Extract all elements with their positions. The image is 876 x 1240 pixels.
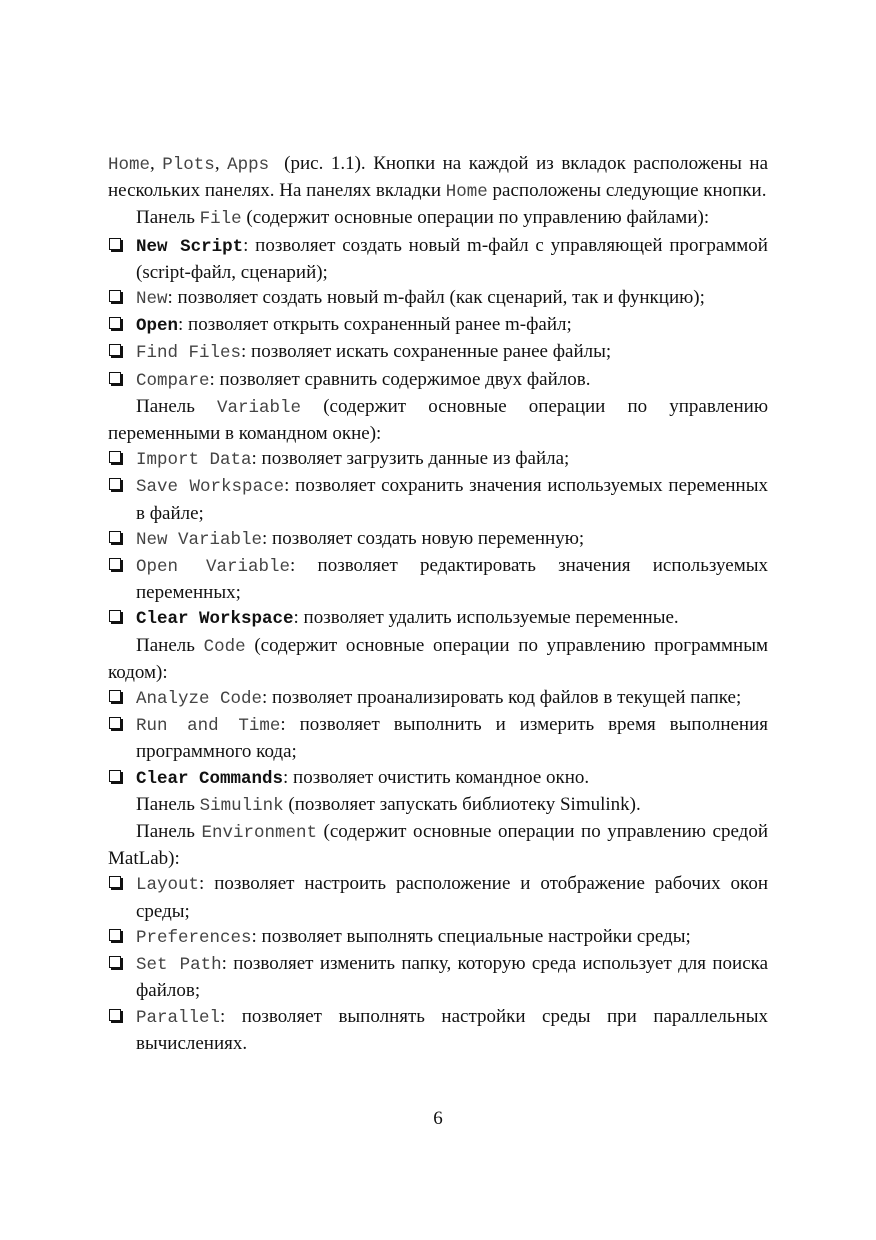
button-name: Open Variable [136,557,291,578]
checkbox-bullet-icon [109,1009,121,1021]
panel-name: File [199,209,242,230]
tab-name: Apps [227,155,270,175]
button-name: Parallel [136,1007,221,1028]
button-name: New Variable [136,529,263,550]
list-item: Preferences: позволяет выполнять специальные настройки среды; [108,924,768,951]
button-name: Clear Commands [136,768,284,789]
checkbox-bullet-icon [109,770,121,782]
button-name: Layout [136,875,200,896]
list-item: Layout: позволяет настроить расположение и отображение рабочих окон среды; [108,871,768,923]
checkbox-bullet-icon [109,290,121,302]
button-name: Run and Time [136,716,281,737]
panel-heading: Панель Code (содержит основные операции по управлению программным кодом): [108,634,769,683]
button-name: Preferences [136,927,252,948]
list-item: New: позволяет создать новый m-файл (как сценарий, так и функцию); [108,285,768,312]
list-item: Open Variable: позволяет редактировать значения используемых переменных; [108,553,768,605]
checkbox-bullet-icon [109,558,121,570]
checkbox-bullet-icon [109,478,121,490]
list-item: Set Path: позволяет изменить папку, которую среда использует для поиска файлов; [108,951,768,1003]
button-name: Set Path [136,955,222,976]
tab-name: Home [108,155,151,175]
tab-name: Home [445,182,488,203]
list-item: Save Workspace: позволяет сохранить значения используемых переменных в файле; [108,473,768,525]
checkbox-bullet-icon [109,610,121,622]
panel-name: Environment [201,823,317,844]
tab-name: Plots [162,155,215,175]
list-item: Clear Workspace: позволяет удалить используемые переменные. [108,605,768,632]
list-item: Compare: позволяет сравнить содержимое двух файлов. [108,367,768,394]
checkbox-bullet-icon [109,344,121,356]
list-item: New Script: позволяет создать новый m-файл с управляющей программой (script-файл, сценарий); [108,233,768,285]
page-number: 6 [433,1108,443,1129]
intro-text: (рис. 1.1). Кнопки на каждой из вкладок расположены на нескольких панелях. На панелях вкладки [108,153,769,202]
checkbox-bullet-icon [109,451,121,463]
checkbox-bullet-icon [109,372,121,384]
list-item: Analyze Code: позволяет проанализировать код файлов в текущей папке; [108,685,768,712]
list-item: Parallel: позволяет выполнять настройки среды при параллельных вычислениях. [108,1004,768,1056]
intro-paragraph: Home, Plots, Apps (рис. 1.1). Кнопки на каждой из вкладок расположены на нескольких панелях. На панелях вкладки Home расположены следующие кнопки. [108,153,769,203]
checkbox-bullet-icon [109,238,121,250]
checkbox-bullet-icon [109,956,121,968]
checkbox-bullet-icon [109,531,121,543]
page-body [108,151,768,1056]
button-name: Analyze Code [136,689,263,710]
list-item: Run and Time: позволяет выполнить и измерить время выполнения программного кода; [108,712,768,764]
panel-name: Code [203,636,246,657]
button-name: New Script [136,236,244,257]
checkbox-bullet-icon [109,717,121,729]
panel-heading: Панель Simulink (позволяет запускать библиотеку Simulink). [136,793,641,816]
list-item: New Variable: позволяет создать новую переменную; [108,526,768,553]
button-name: Clear Workspace [136,609,294,630]
list-item: Import Data: позволяет загрузить данные из файла; [108,446,768,473]
button-name: Import Data [136,450,252,471]
panel-heading: Панель Environment (содержит основные операции по управлению средой MatLab): [108,821,769,870]
checkbox-bullet-icon [109,690,121,702]
checkbox-bullet-icon [109,317,121,329]
panel-heading: Панель File (содержит основные операции по управлению файлами): [136,207,710,230]
checkbox-bullet-icon [109,929,121,941]
button-name: New [136,289,168,310]
intro-text: расположены следующие кнопки. [492,180,767,202]
list-item: Open: позволяет открыть сохраненный ранее m-файл; [108,312,768,339]
button-name: Compare [136,370,210,391]
list-item: Clear Commands: позволяет очистить командное окно. [108,765,768,792]
button-name: Find Files [136,343,242,364]
panel-name: Variable [217,397,302,418]
checkbox-bullet-icon [109,876,121,888]
panel-name: Simulink [199,795,284,816]
list-item: Find Files: позволяет искать сохраненные ранее файлы; [108,339,768,366]
panel-heading: Панель Variable (содержит основные операции по управлению переменными в командном окне): [108,395,769,445]
button-name: Open [136,316,179,337]
button-name: Save Workspace [136,477,285,498]
